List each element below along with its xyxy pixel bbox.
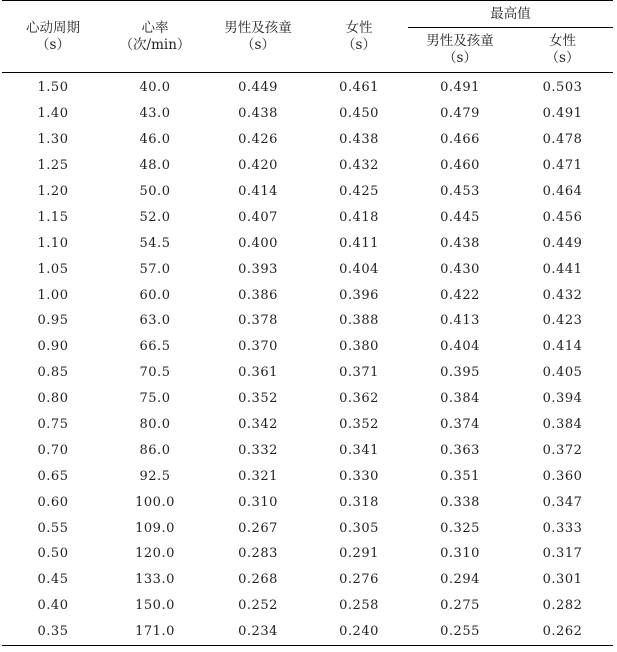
female-cell: 0.371 <box>339 365 379 381</box>
max-female-cell: 0.464 <box>542 184 583 199</box>
table-header <box>2 1 613 73</box>
cycle-cell: 1.15 <box>37 209 69 225</box>
cycle-cell: 0.95 <box>37 313 69 329</box>
female-cell: 0.425 <box>339 184 379 199</box>
male-cell: 0.420 <box>238 158 278 174</box>
female-cell: 0.438 <box>339 132 379 148</box>
female-cell: 0.291 <box>339 546 379 562</box>
max-male-cell: 0.413 <box>440 313 480 329</box>
max-female-cell: 0.333 <box>542 520 583 536</box>
female-cell: 0.305 <box>339 520 379 536</box>
male-cell: 0.400 <box>238 235 278 251</box>
female-cell: 0.380 <box>339 339 379 355</box>
max-male-cell: 0.338 <box>440 494 480 510</box>
cycle-cell: 0.65 <box>37 468 69 484</box>
header-female <box>310 1 408 73</box>
max-female-cell: 0.301 <box>542 572 583 588</box>
header-female-name: 女性 <box>345 19 373 36</box>
max-female-cell: 0.384 <box>542 417 583 433</box>
male-cell: 0.414 <box>238 184 278 199</box>
header-max-female-name: 女性 <box>549 33 576 49</box>
cycle-cell: 0.90 <box>37 339 69 355</box>
max-female-cell: 0.372 <box>542 442 583 458</box>
male-cell: 0.342 <box>238 417 278 433</box>
table-row <box>2 308 613 334</box>
table-body <box>2 73 613 646</box>
female-cell: 0.258 <box>339 598 379 614</box>
cycle-cell: 1.00 <box>37 287 69 303</box>
cycle-cell: 1.30 <box>37 132 69 148</box>
cycle-cell: 0.80 <box>37 391 69 407</box>
header-rate-unit: （次/min） <box>119 36 191 53</box>
male-cell: 0.283 <box>238 546 278 562</box>
header-max-female-unit: （s） <box>545 50 580 66</box>
female-cell: 0.276 <box>339 572 379 588</box>
header-female-unit: （s） <box>342 36 376 53</box>
male-cell: 0.321 <box>238 468 278 484</box>
header-max-male-name: 男性及孩童 <box>426 33 494 49</box>
female-cell: 0.411 <box>339 235 379 251</box>
rate-cell: 86.0 <box>139 442 171 458</box>
table-row <box>2 334 613 360</box>
table-row <box>2 386 613 412</box>
max-female-cell: 0.441 <box>542 261 583 277</box>
female-cell: 0.432 <box>339 158 379 174</box>
male-cell: 0.234 <box>206 619 310 645</box>
table-row <box>2 412 613 438</box>
max-male-cell: 0.453 <box>440 184 480 199</box>
max-male-cell: 0.384 <box>440 391 480 407</box>
header-male-unit: （s） <box>241 36 275 53</box>
table-row <box>2 463 613 489</box>
cycle-cell: 0.85 <box>37 365 69 381</box>
table-row <box>2 204 613 230</box>
table-row <box>2 230 613 256</box>
rate-cell: 171.0 <box>104 619 206 645</box>
rate-cell: 150.0 <box>135 598 175 614</box>
male-cell: 0.449 <box>238 80 278 96</box>
table-row <box>2 256 613 282</box>
max-male-cell: 0.438 <box>440 235 480 251</box>
male-cell: 0.332 <box>238 442 278 458</box>
cycle-cell: 0.60 <box>37 494 69 510</box>
max-female-cell: 0.478 <box>542 132 583 148</box>
male-cell: 0.352 <box>238 391 278 407</box>
female-cell: 0.240 <box>310 619 408 645</box>
rate-cell: 75.0 <box>139 391 171 407</box>
table-row <box>2 567 613 593</box>
header-max-group: 最高值 <box>408 1 613 28</box>
female-cell: 0.341 <box>339 442 379 458</box>
max-female-cell: 0.414 <box>542 339 583 355</box>
header-max-male <box>408 28 512 73</box>
max-female-cell: 0.423 <box>542 313 583 329</box>
male-cell: 0.378 <box>238 313 278 329</box>
max-female-cell: 0.360 <box>542 468 583 484</box>
table-row <box>2 153 613 179</box>
rate-cell: 80.0 <box>139 417 171 433</box>
male-cell: 0.407 <box>238 209 278 225</box>
max-male-cell: 0.374 <box>440 417 480 433</box>
male-cell: 0.267 <box>238 520 278 536</box>
cycle-cell: 0.55 <box>37 520 69 536</box>
female-cell: 0.461 <box>339 80 379 96</box>
max-female-cell: 0.282 <box>542 598 583 614</box>
rate-cell: 46.0 <box>139 132 171 148</box>
max-male-cell: 0.325 <box>440 520 480 536</box>
max-female-cell: 0.405 <box>542 365 583 381</box>
max-male-cell: 0.445 <box>440 209 480 225</box>
max-male-cell: 0.422 <box>440 287 480 303</box>
max-male-cell: 0.351 <box>440 468 480 484</box>
cycle-cell: 1.20 <box>37 184 69 199</box>
max-male-cell: 0.395 <box>440 365 480 381</box>
cycle-cell: 0.75 <box>37 417 69 433</box>
header-male-name: 男性及孩童 <box>224 19 292 36</box>
max-female-cell: 0.471 <box>542 158 583 174</box>
table-row <box>2 541 613 567</box>
table-row <box>2 101 613 127</box>
header-cycle-name: 心动周期 <box>26 19 80 36</box>
max-male-cell: 0.479 <box>440 106 480 122</box>
male-cell: 0.393 <box>238 261 278 277</box>
female-cell: 0.362 <box>339 391 379 407</box>
cycle-cell: 0.70 <box>37 442 69 458</box>
max-female-cell: 0.317 <box>542 546 583 562</box>
table-row <box>2 619 613 645</box>
female-cell: 0.418 <box>339 209 379 225</box>
cycle-cell: 0.45 <box>37 572 69 588</box>
qt-interval-table <box>2 0 613 646</box>
male-cell: 0.310 <box>238 494 278 510</box>
male-cell: 0.426 <box>238 132 278 148</box>
table-row <box>2 593 613 619</box>
rate-cell: 133.0 <box>135 572 175 588</box>
rate-cell: 63.0 <box>139 313 171 329</box>
max-male-cell: 0.430 <box>440 261 480 277</box>
rate-cell: 120.0 <box>135 546 175 562</box>
female-cell: 0.388 <box>339 313 379 329</box>
cycle-cell: 1.40 <box>37 106 69 122</box>
table-row <box>2 73 613 101</box>
header-rate <box>104 1 206 73</box>
male-cell: 0.252 <box>238 598 278 614</box>
table-row <box>2 282 613 308</box>
max-male-cell: 0.310 <box>440 546 480 562</box>
male-cell: 0.386 <box>238 287 278 303</box>
rate-cell: 70.5 <box>139 365 171 381</box>
cycle-cell: 0.50 <box>37 546 69 562</box>
max-male-cell: 0.460 <box>440 158 480 174</box>
header-cycle <box>2 1 104 73</box>
cycle-cell: 1.10 <box>37 235 69 251</box>
rate-cell: 54.5 <box>139 235 171 251</box>
header-max-male-unit: （s） <box>443 50 477 66</box>
male-cell: 0.361 <box>238 365 278 381</box>
max-female-cell: 0.394 <box>542 391 583 407</box>
rate-cell: 50.0 <box>139 184 171 199</box>
female-cell: 0.404 <box>339 261 379 277</box>
rate-cell: 57.0 <box>139 261 171 277</box>
rate-cell: 66.5 <box>139 339 171 355</box>
female-cell: 0.352 <box>339 417 379 433</box>
header-male <box>206 1 310 73</box>
max-male-cell: 0.294 <box>440 572 480 588</box>
rate-cell: 60.0 <box>139 287 171 303</box>
max-female-cell: 0.503 <box>542 80 583 96</box>
male-cell: 0.438 <box>238 106 278 122</box>
header-max-female <box>512 28 613 73</box>
cycle-cell: 1.25 <box>37 158 69 174</box>
max-female-cell: 0.432 <box>542 287 583 303</box>
table-row <box>2 437 613 463</box>
header-rate-name: 心率 <box>141 19 169 36</box>
rate-cell: 52.0 <box>139 209 171 225</box>
rate-cell: 100.0 <box>135 494 175 510</box>
max-male-cell: 0.275 <box>440 598 480 614</box>
header-cycle-unit: （s） <box>36 36 70 53</box>
table-row <box>2 489 613 515</box>
cycle-cell: 1.50 <box>37 80 69 96</box>
rate-cell: 48.0 <box>139 158 171 174</box>
male-cell: 0.370 <box>238 339 278 355</box>
max-female-cell: 0.449 <box>542 235 583 251</box>
table-row <box>2 360 613 386</box>
max-female-cell: 0.262 <box>512 619 613 645</box>
max-female-cell: 0.347 <box>542 494 583 510</box>
cycle-cell: 1.05 <box>37 261 69 277</box>
max-female-cell: 0.491 <box>542 106 583 122</box>
female-cell: 0.450 <box>339 106 379 122</box>
female-cell: 0.330 <box>339 468 379 484</box>
cycle-cell: 0.40 <box>37 598 69 614</box>
rate-cell: 40.0 <box>139 80 171 96</box>
max-male-cell: 0.404 <box>440 339 480 355</box>
rate-cell: 109.0 <box>135 520 175 536</box>
table-row <box>2 179 613 205</box>
max-female-cell: 0.456 <box>542 209 583 225</box>
table-row <box>2 127 613 153</box>
cycle-cell: 0.35 <box>2 619 104 645</box>
female-cell: 0.396 <box>339 287 379 303</box>
rate-cell: 43.0 <box>139 106 171 122</box>
male-cell: 0.268 <box>238 572 278 588</box>
rate-cell: 92.5 <box>139 468 171 484</box>
female-cell: 0.318 <box>339 494 379 510</box>
table-row <box>2 515 613 541</box>
max-male-cell: 0.363 <box>440 442 480 458</box>
max-male-cell: 0.491 <box>440 80 480 96</box>
max-male-cell: 0.255 <box>408 619 512 645</box>
max-male-cell: 0.466 <box>440 132 480 148</box>
